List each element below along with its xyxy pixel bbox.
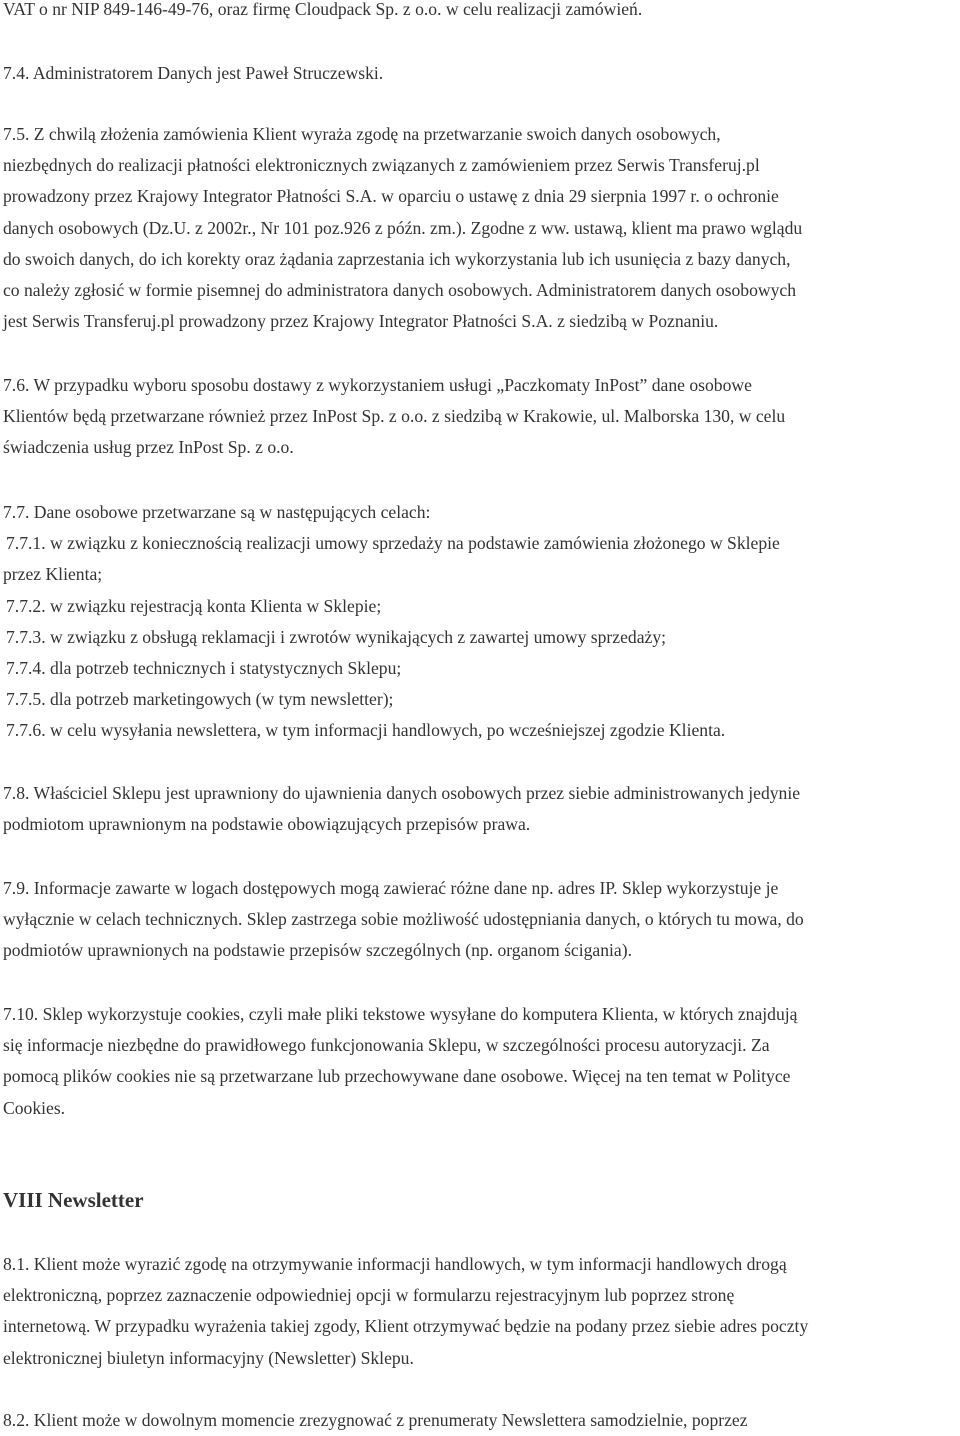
paragraph-7-8 [3, 778, 800, 840]
paragraph-8-1 [3, 1249, 808, 1374]
list-item: 7.7.2. w związku rejestracją konta Klienta w Sklepie; [6, 595, 382, 616]
text-line: elektronicznej biuletyn informacyjny (Newsletter) Sklepu. [3, 1347, 414, 1368]
text-line: świadczenia usług przez InPost Sp. z o.o. [3, 437, 294, 458]
text-line: jest Serwis Transferuj.pl prowadzony przez Krajowy Integrator Płatności S.A. z siedzibą w Poznaniu. [3, 311, 719, 332]
paragraph-7-10 [3, 999, 797, 1124]
text-line: 7.10. Sklep wykorzystuje cookies, czyli małe pliki tekstowe wysyłane do komputera Klienta, w których znajdują [3, 1004, 798, 1024]
text-line: pomocą plików cookies nie są przetwarzane lub przechowywane dane osobowe. Więcej na ten temat w Polityce [3, 1066, 791, 1087]
text-line: się informacje niezbędne do prawidłowego funkcjonowania Sklepu, w szczególności procesu autoryzacji. Za [3, 1035, 770, 1056]
text-line: wyłącznie w celach technicznych. Sklep zastrzega sobie możliwość udostępniania danych, o których tu mowa, do [3, 909, 804, 930]
list-item: 7.7.1. w związku z koniecznością realizacji umowy sprzedaży na podstawie zamówienia złożonego w Sklepie [6, 533, 780, 554]
text-line: internetową. W przypadku wyrażenia takiej zgody, Klient otrzymywać będzie na podany przez siebie adres poczty [3, 1316, 809, 1337]
text-line: podmiotów uprawnionych na podstawie przepisów szczególnych (np. organom ścigania). [3, 940, 632, 961]
text-line: do swoich danych, do ich korekty oraz żądania zaprzestania ich wykorzystania lub ich usunięcia z bazy danych, [3, 248, 791, 269]
text-line: prowadzony przez Krajowy Integrator Płatności S.A. w oparciu o ustawę z dnia 29 sierpnia 1997 r. o ochronie [3, 186, 779, 207]
text-line: 8.1. Klient może wyrazić zgodę na otrzymywanie informacji handlowych, w tym informacji handlowych drogą [3, 1254, 787, 1274]
paragraph-7-4 [3, 58, 383, 89]
paragraph-7-7 [3, 497, 780, 747]
text-line: podmiotom uprawnionym na podstawie obowiązujących przepisów prawa. [3, 814, 531, 835]
list-item: 7.7.4. dla potrzeb technicznych i statystycznych Sklepu; [6, 658, 402, 679]
text-line: Cookies. [3, 1097, 66, 1118]
paragraph-8-2 [3, 1405, 748, 1436]
paragraph-7-6 [3, 370, 785, 464]
text-line: niezbędnych do realizacji płatności elektronicznych związanych z zamówieniem przez Serwis Transferuj.pl [3, 155, 760, 176]
text-line: co należy zgłosić w formie pisemnej do administratora danych osobowych. Administratorem danych osobowych [3, 280, 796, 301]
list-item: 7.7.6. w celu wysyłania newslettera, w tym informacji handlowych, po wcześniejszej zgodzie Klienta. [6, 720, 726, 741]
paragraph-intro [3, 0, 642, 25]
list-item: 7.7.5. dla potrzeb marketingowych (w tym newsletter); [6, 689, 394, 710]
list-item-continued: przez Klienta; [3, 564, 103, 585]
text-line: VAT o nr NIP 849-146-49-76, oraz firmę Cloudpack Sp. z o.o. w celu realizacji zamówień. [3, 0, 643, 19]
section-heading [3, 1185, 144, 1216]
text-line: 7.4. Administratorem Danych jest Paweł Struczewski. [3, 63, 384, 83]
text-line: danych osobowych (Dz.U. z 2002r., Nr 101 poz.926 z późn. zm.). Zgodne z ww. ustawą, klient ma prawo wglądu [3, 217, 803, 238]
text-line: elektroniczną, poprzez zaznaczenie odpowiedniej opcji w formularzu rejestracyjnym lub poprzez stronę [3, 1285, 735, 1306]
text-line: 7.8. Właściciel Sklepu jest uprawniony do ujawnienia danych osobowych przez siebie administrowanych jedynie [3, 783, 801, 803]
list-item: 7.7.3. w związku z obsługą reklamacji i zwrotów wynikających z zawartej umowy sprzedaży; [6, 626, 667, 647]
paragraph-7-9 [3, 873, 804, 967]
text-line: 8.2. Klient może w dowolnym momencie zrezygnować z prenumeraty Newslettera samodzielnie, poprzez [3, 1410, 748, 1430]
text-line: 7.7. Dane osobowe przetwarzane są w następujących celach: [3, 502, 431, 522]
text-line: 7.5. Z chwilą złożenia zamówienia Klient wyraża zgodę na przetwarzanie swoich danych osobowych, [3, 124, 721, 144]
heading-viii-newsletter: VIII Newsletter [3, 1188, 144, 1212]
paragraph-7-5 [3, 119, 802, 337]
text-line: Klientów będą przetwarzane również przez InPost Sp. z o.o. z siedzibą w Krakowie, ul. Malborska 130, w celu [3, 406, 786, 427]
text-line: 7.9. Informacje zawarte w logach dostępowych mogą zawierać różne dane np. adres IP. Sklep wykorzystuje je [3, 878, 779, 898]
text-line: 7.6. W przypadku wyboru sposobu dostawy z wykorzystaniem usługi „Paczkomaty InPost” dane osobowe [3, 375, 752, 395]
